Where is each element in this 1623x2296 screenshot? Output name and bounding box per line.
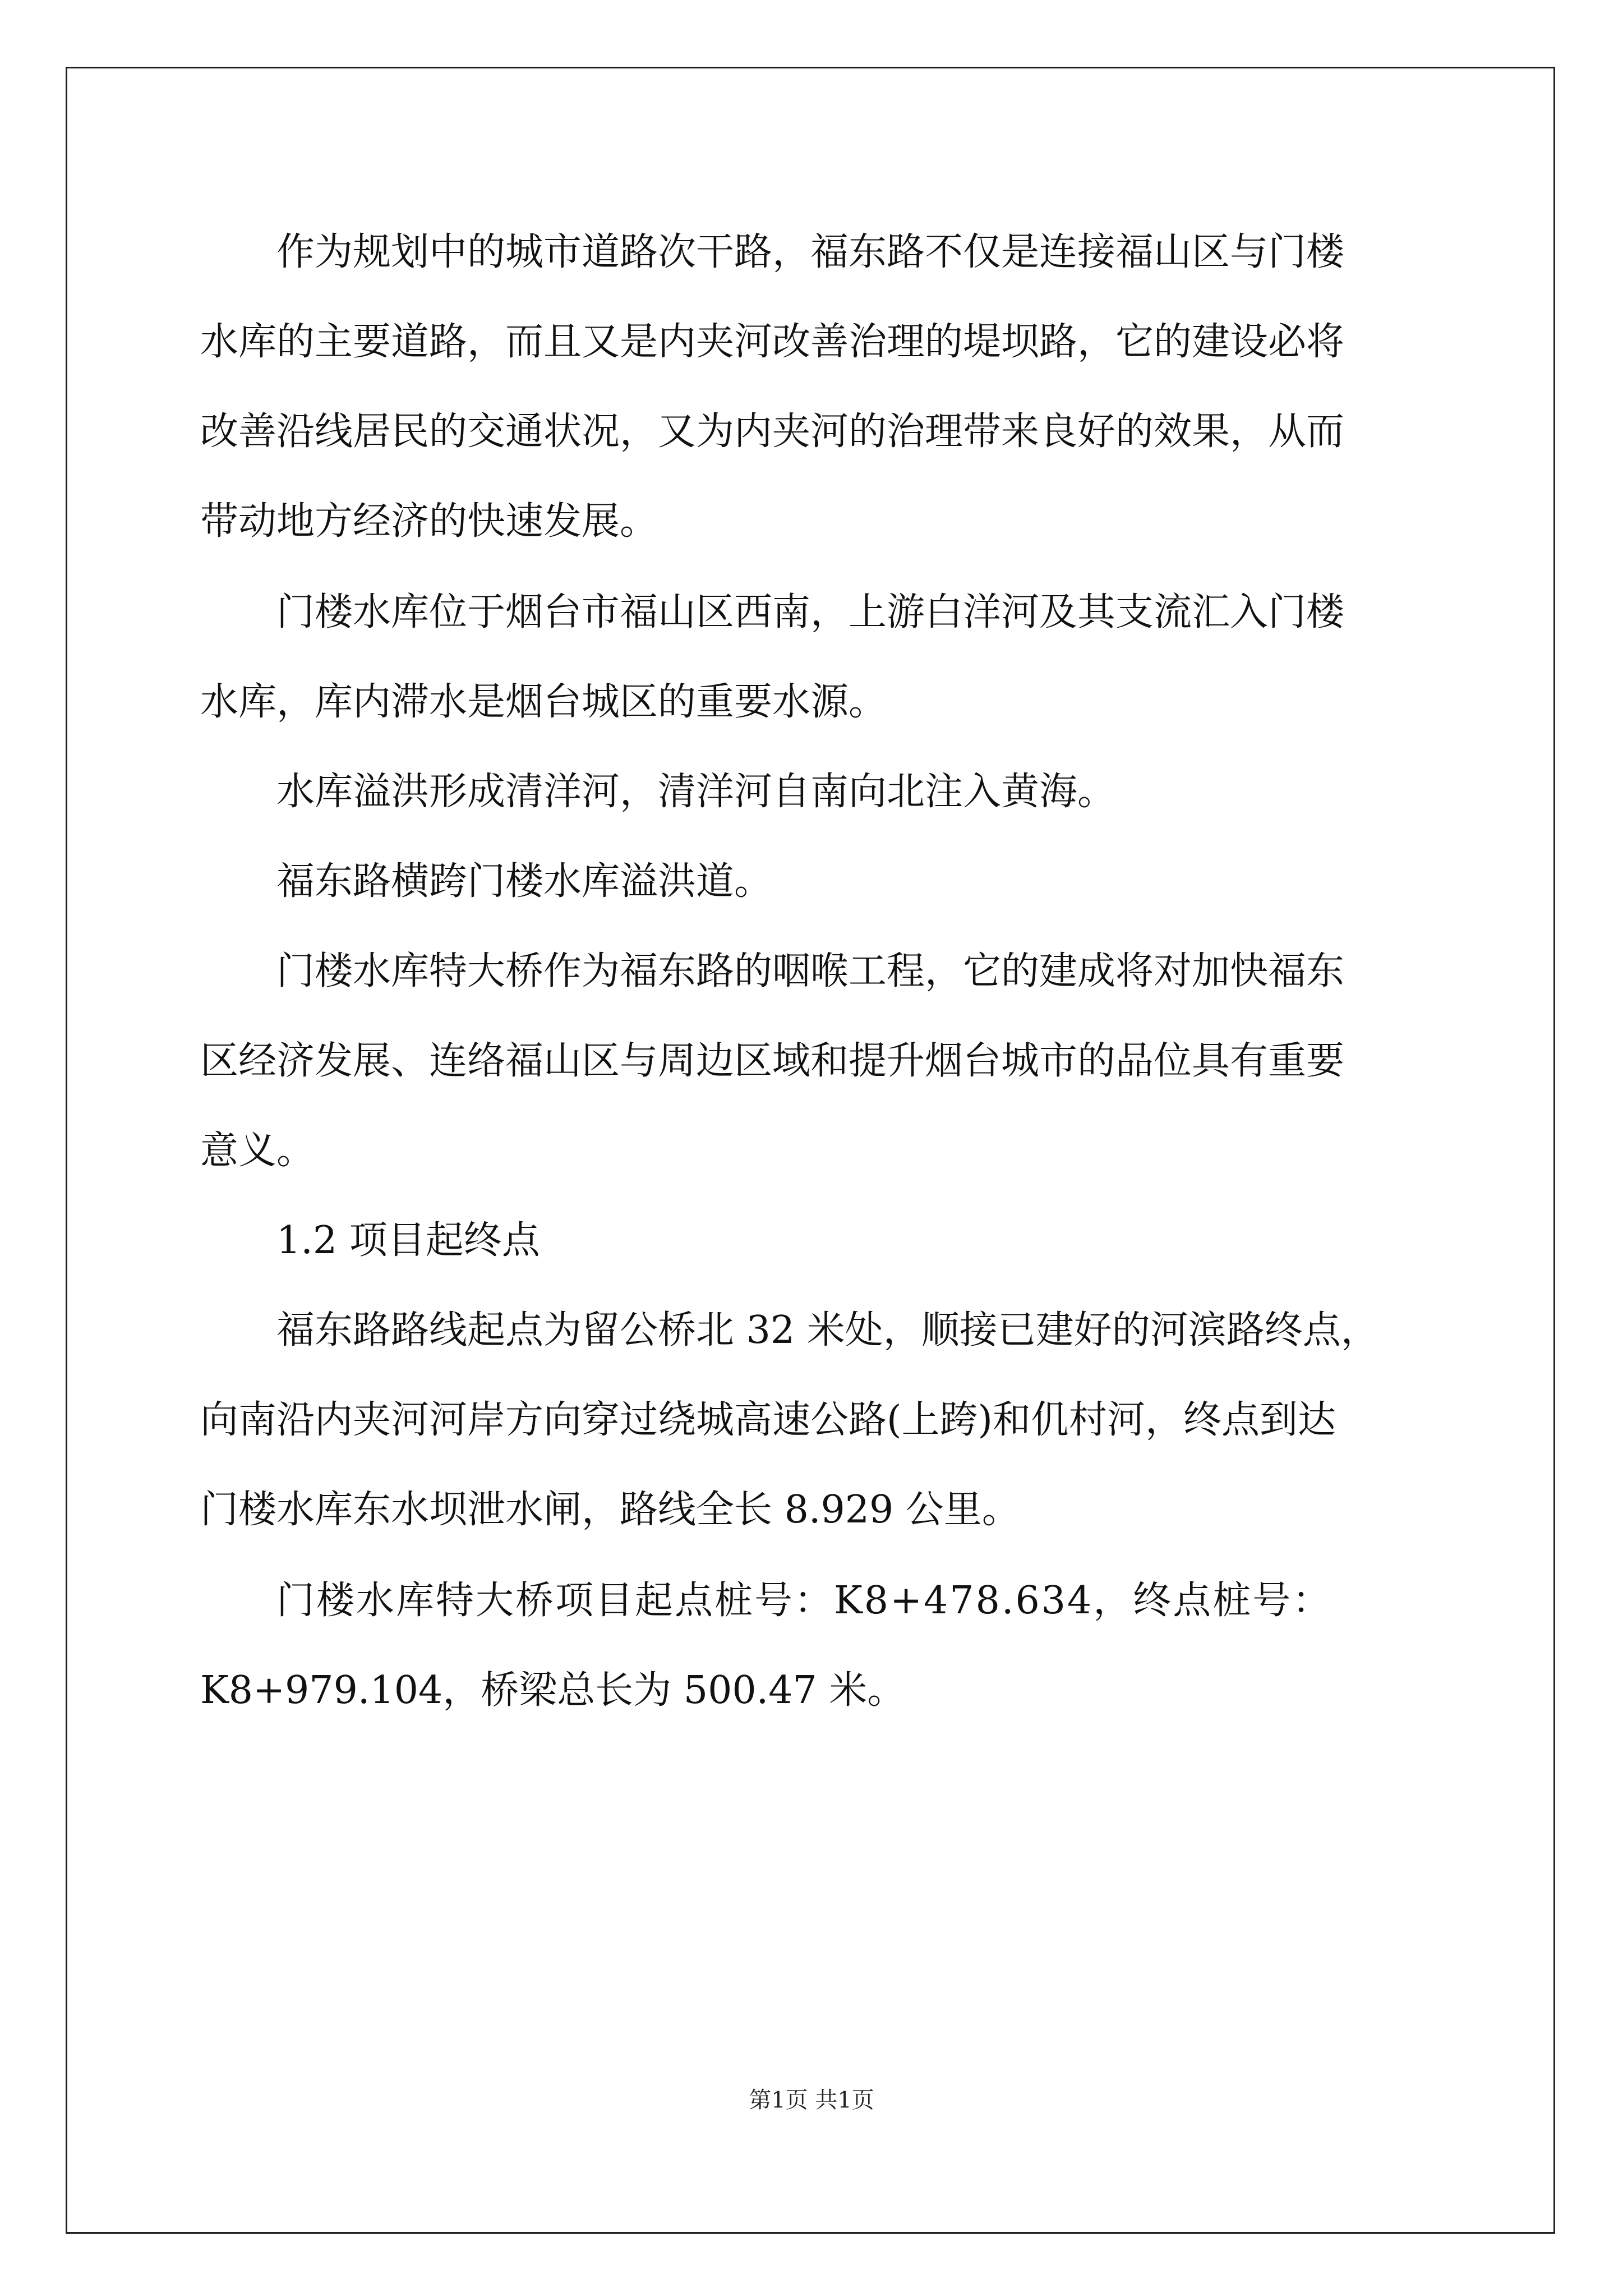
- text-line: 作为规划中的城市道路次干路，福东路不仅是连接福山区与门楼: [276, 230, 1345, 274]
- text-line: 意义。: [200, 1129, 315, 1173]
- text-line: 水库的主要道路，而且又是内夹河改善治理的堤坝路，它的建设必将: [200, 320, 1345, 364]
- text-line: 门楼水库特大桥作为福东路的咽喉工程，它的建成将对加快福东: [276, 949, 1345, 993]
- paragraph-3: [200, 747, 1434, 837]
- heading-text: 1.2 项目起终点: [276, 1218, 540, 1263]
- text-line: K8+979.104，桥梁总长为 500.47 米。: [200, 1668, 906, 1713]
- text-line: 向南沿内夹河河岸方向穿过绕城高速公路(上跨)和仉村河，终点到达: [200, 1398, 1336, 1442]
- text-line: 水库，库内滞水是烟台城区的重要水源。: [200, 680, 887, 724]
- text-line: 门楼水库东水坝泄水闸，路线全长 8.929 公里。: [200, 1488, 1020, 1532]
- text-line: 水库溢洪形成清洋河，清洋河自南向北注入黄海。: [276, 770, 1116, 814]
- paragraph-6: [200, 1286, 1434, 1555]
- text-line: 门楼水库特大桥项目起点桩号：K8+478.634，终点桩号：: [276, 1579, 1332, 1623]
- paragraph-7: [200, 1556, 1434, 1736]
- paragraph-5: [200, 927, 1434, 1196]
- paragraph-4: [200, 837, 1434, 927]
- text-line: 区经济发展、连络福山区与周边区域和提升烟台城市的品位具有重要: [200, 1039, 1345, 1083]
- section-heading: [200, 1196, 1434, 1286]
- text-line: 福东路横跨门楼水库溢洪道。: [276, 859, 773, 904]
- text-line: 门楼水库位于烟台市福山区西南，上游白洋河及其支流汇入门楼: [276, 590, 1345, 634]
- paragraph-1: [200, 208, 1434, 567]
- paragraph-2: [200, 568, 1434, 747]
- page-footer: 第1页 共1页: [749, 2087, 874, 2113]
- text-line: 改善沿线居民的交通状况，又为内夹河的治理带来良好的效果，从而: [200, 409, 1345, 454]
- text-line: 福东路路线起点为留公桥北 32 米处，顺接已建好的河滨路终点，: [276, 1308, 1379, 1352]
- text-line: 带动地方经济的快速发展。: [200, 499, 658, 544]
